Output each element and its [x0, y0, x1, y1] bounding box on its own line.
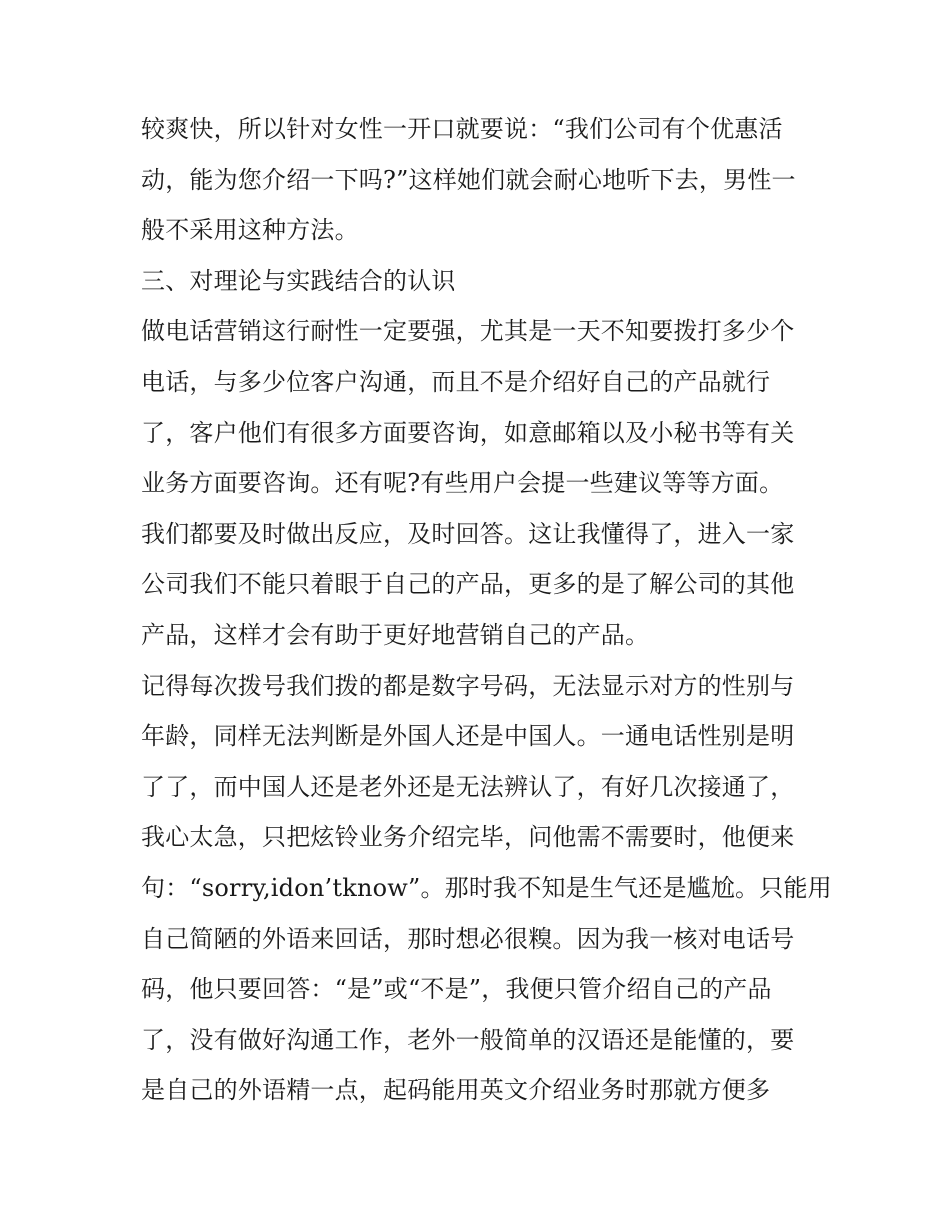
section-heading: 三、对理论与实践结合的认识: [141, 266, 456, 295]
text-line: 动，能为您介绍一下吗?”这样她们就会耐心地听下去，男性一: [141, 165, 796, 194]
text-line: 是自己的外语精一点，起码能用英文介绍业务时那就方便多: [141, 1076, 771, 1105]
text-line: 业务方面要咨询。还有呢?有些用户会提一些建议等等方面。: [141, 469, 784, 498]
text-line: 产品，这样才会有助于更好地营销自己的产品。: [141, 620, 650, 649]
text-line: 自己简陋的外语来回话，那时想必很糗。因为我一核对电话号: [141, 924, 795, 953]
text-line: 句：“sorry,idon’tknow”。那时我不知是生气还是尴尬。只能用: [141, 873, 832, 902]
text-line: 年龄，同样无法判断是外国人还是中国人。一通电话性别是明: [141, 722, 795, 751]
text-line: 了，客户他们有很多方面要咨询，如意邮箱以及小秘书等有关: [141, 418, 795, 447]
text-line: 了，没有做好沟通工作，老外一般简单的汉语还是能懂的，要: [141, 1025, 795, 1054]
text-line: 电话，与多少位客户沟通，而且不是介绍好自己的产品就行: [141, 367, 771, 396]
document-body: [141, 104, 832, 1116]
text-line: 般不采用这种方法。: [141, 216, 359, 245]
text-line: 码，他只要回答：“是”或“不是”，我便只管介绍自己的产品: [141, 975, 772, 1004]
text-line: 较爽快，所以针对女性一开口就要说：“我们公司有个优惠活: [141, 115, 783, 143]
text-line: 我心太急，只把炫铃业务介绍完毕，问他需不需要时，他便来: [141, 823, 795, 852]
text-line: 记得每次拨号我们拨的都是数字号码，无法显示对方的性别与: [141, 671, 795, 700]
text-line: 公司我们不能只着眼于自己的产品，更多的是了解公司的其他: [141, 570, 795, 599]
text-line: 了了，而中国人还是老外还是无法辨认了，有好几次接通了，: [141, 772, 795, 801]
text-line: 我们都要及时做出反应，及时回答。这让我懂得了，进入一家: [141, 519, 795, 548]
text-line: 做电话营销这行耐性一定要强，尤其是一天不知要拨打多少个: [141, 317, 795, 346]
